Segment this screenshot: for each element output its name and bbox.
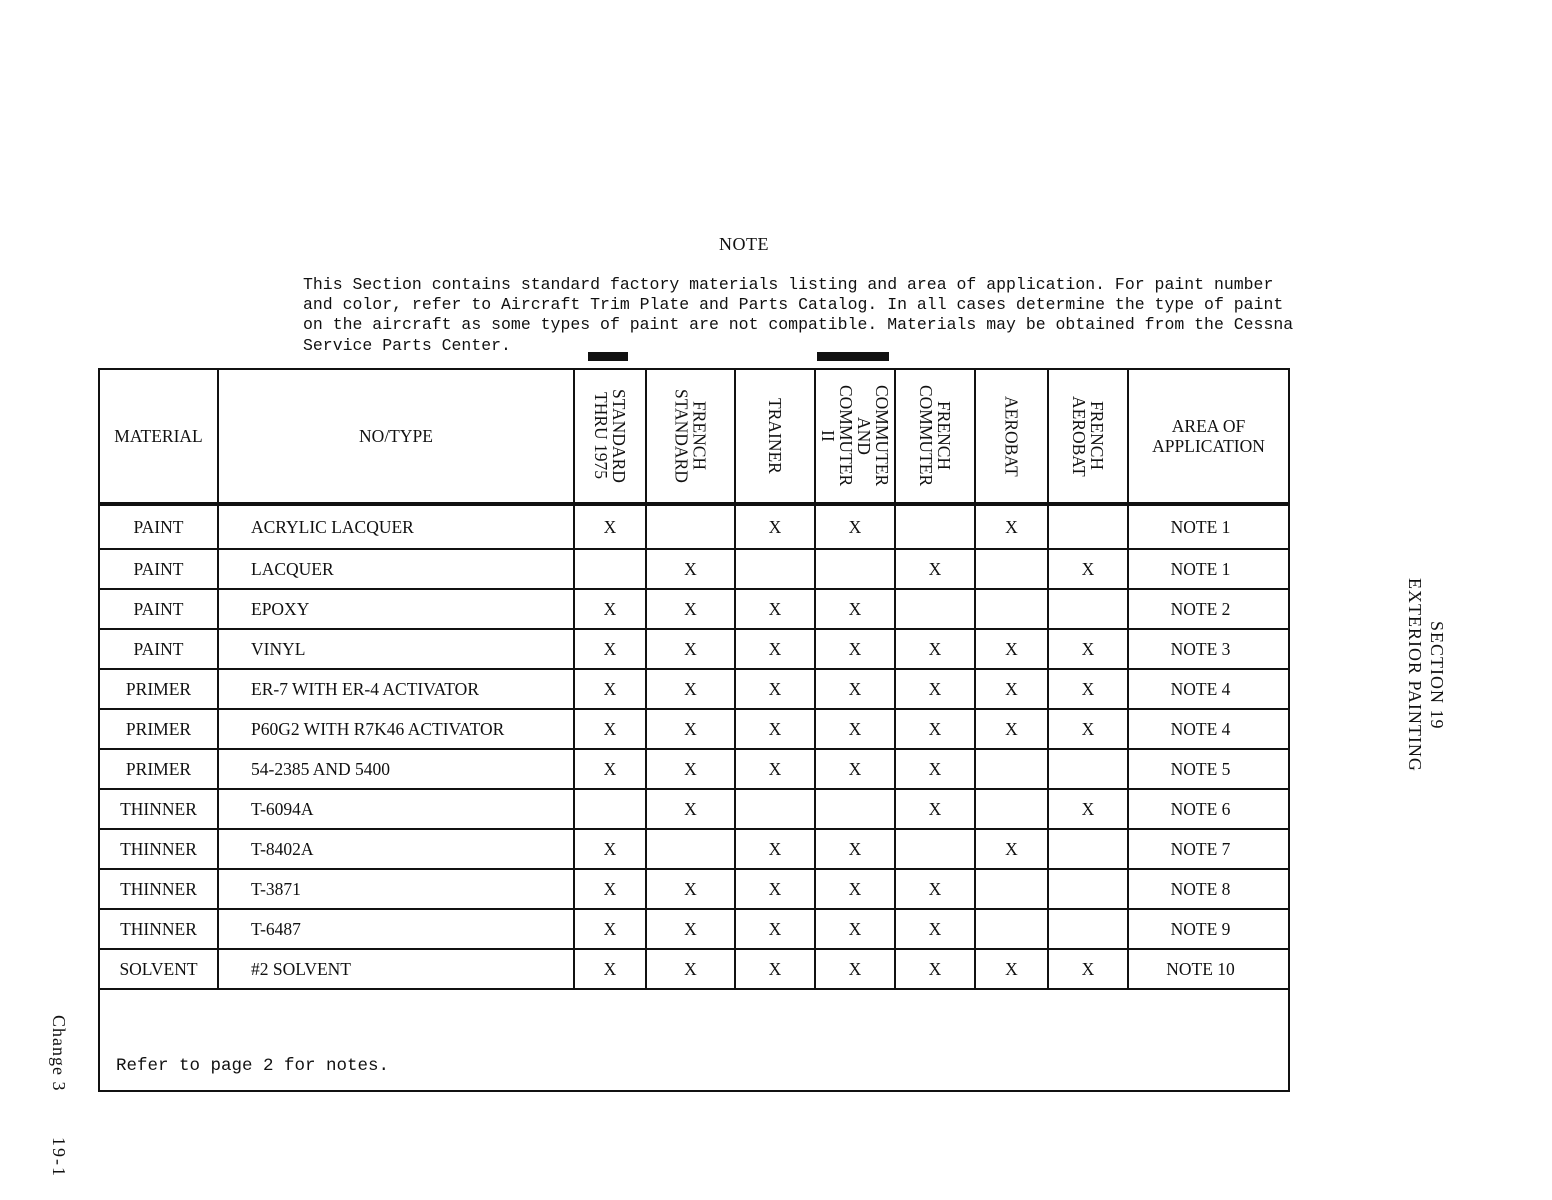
note-line: on the aircraft as some types of paint are not compatible. Materials may be obtained from the Cessna xyxy=(303,315,1294,335)
mark-cell: X xyxy=(815,749,895,789)
mark-cell: X xyxy=(735,504,815,549)
mark-cell: X xyxy=(815,504,895,549)
note-cell: NOTE 3 xyxy=(1128,629,1289,669)
mark-cell xyxy=(735,549,815,589)
mark-cell xyxy=(1048,909,1128,949)
mark-cell: X xyxy=(646,709,735,749)
mark-cell: X xyxy=(735,669,815,709)
mark-cell: X xyxy=(815,669,895,709)
mark-cell: X xyxy=(646,589,735,629)
mark-cell: X xyxy=(735,869,815,909)
mark-cell: X xyxy=(815,869,895,909)
table-row xyxy=(99,709,1289,749)
mark-cell xyxy=(735,789,815,829)
table-row xyxy=(99,629,1289,669)
mark-cell: X xyxy=(975,949,1048,989)
table-row xyxy=(99,749,1289,789)
note-cell: NOTE 6 xyxy=(1128,789,1289,829)
mark-cell: X xyxy=(895,549,975,589)
material-cell: PAINT xyxy=(99,629,218,669)
mark-cell: X xyxy=(895,789,975,829)
mark-cell: X xyxy=(646,629,735,669)
mark-cell: X xyxy=(735,589,815,629)
material-cell: SOLVENT xyxy=(99,949,218,989)
mark-cell: X xyxy=(574,829,646,869)
header-model: FRENCH AEROBAT xyxy=(1048,369,1128,504)
note-cell: NOTE 4 xyxy=(1128,709,1289,749)
header-area: AREA OF APPLICATION xyxy=(1128,369,1289,504)
note-body xyxy=(303,275,1294,356)
mark-cell: X xyxy=(1048,549,1128,589)
mark-cell xyxy=(574,549,646,589)
note-cell: NOTE 7 xyxy=(1128,829,1289,869)
mark-cell xyxy=(975,869,1048,909)
mark-cell: X xyxy=(574,909,646,949)
mark-cell xyxy=(975,749,1048,789)
header-model: COMMUTER AND COMMUTER II xyxy=(815,369,895,504)
note-line: This Section contains standard factory materials listing and area of application. For paint number xyxy=(303,275,1274,294)
table-row xyxy=(99,549,1289,589)
mark-cell: X xyxy=(735,949,815,989)
type-cell: T-3871 xyxy=(218,869,574,909)
mark-cell xyxy=(1048,589,1128,629)
table-row xyxy=(99,669,1289,709)
mark-cell xyxy=(975,589,1048,629)
note-cell: NOTE 5 xyxy=(1128,749,1289,789)
material-cell: PRIMER xyxy=(99,669,218,709)
mark-cell: X xyxy=(574,504,646,549)
table-row xyxy=(99,589,1289,629)
mark-cell: X xyxy=(735,909,815,949)
note-line: and color, refer to Aircraft Trim Plate and Parts Catalog. In all cases determine the type of paint xyxy=(303,295,1284,315)
mark-cell: X xyxy=(646,789,735,829)
mark-cell: X xyxy=(895,709,975,749)
mark-cell: X xyxy=(975,629,1048,669)
table-row xyxy=(99,949,1289,989)
mark-cell: X xyxy=(574,669,646,709)
note-cell: NOTE 1 xyxy=(1128,504,1289,549)
mark-cell: X xyxy=(646,909,735,949)
mark-cell: X xyxy=(815,829,895,869)
mark-cell xyxy=(975,909,1048,949)
type-cell: VINYL xyxy=(218,629,574,669)
table-header-row xyxy=(99,369,1289,504)
type-cell: LACQUER xyxy=(218,549,574,589)
mark-cell: X xyxy=(646,949,735,989)
mark-cell: X xyxy=(815,909,895,949)
header-model: AEROBAT xyxy=(975,369,1048,504)
type-cell: P60G2 WITH R7K46 ACTIVATOR xyxy=(218,709,574,749)
table-row xyxy=(99,869,1289,909)
mark-cell xyxy=(574,789,646,829)
mark-cell: X xyxy=(574,629,646,669)
footer-note: Refer to page 2 for notes. xyxy=(99,989,1289,1091)
material-cell: PAINT xyxy=(99,549,218,589)
material-cell: THINNER xyxy=(99,789,218,829)
material-cell: PAINT xyxy=(99,589,218,629)
mark-cell xyxy=(1048,869,1128,909)
type-cell: EPOXY xyxy=(218,589,574,629)
type-cell: T-6094A xyxy=(218,789,574,829)
mark-cell: X xyxy=(815,949,895,989)
mark-cell: X xyxy=(975,709,1048,749)
mark-cell xyxy=(895,829,975,869)
type-cell: 54-2385 AND 5400 xyxy=(218,749,574,789)
mark-cell: X xyxy=(895,949,975,989)
mark-cell: X xyxy=(975,829,1048,869)
header-model: TRAINER xyxy=(735,369,815,504)
material-cell: THINNER xyxy=(99,829,218,869)
mark-cell: X xyxy=(895,869,975,909)
mark-cell: X xyxy=(895,669,975,709)
mark-cell xyxy=(975,789,1048,829)
material-cell: PRIMER xyxy=(99,709,218,749)
mark-cell: X xyxy=(646,669,735,709)
mark-cell: X xyxy=(1048,669,1128,709)
mark-cell: X xyxy=(646,749,735,789)
note-line: Service Parts Center. xyxy=(303,335,511,355)
mark-cell xyxy=(1048,504,1128,549)
table-row xyxy=(99,504,1289,549)
type-cell: #2 SOLVENT xyxy=(218,949,574,989)
mark-cell: X xyxy=(1048,709,1128,749)
material-cell: PAINT xyxy=(99,504,218,549)
change-bar xyxy=(588,352,628,361)
type-cell: ER-7 WITH ER-4 ACTIVATOR xyxy=(218,669,574,709)
table-row xyxy=(99,909,1289,949)
change-bar xyxy=(817,352,889,361)
material-cell: THINNER xyxy=(99,909,218,949)
table-footer-row xyxy=(99,989,1289,1091)
mark-cell: X xyxy=(735,749,815,789)
mark-cell xyxy=(1048,749,1128,789)
header-model: FRENCH COMMUTER xyxy=(895,369,975,504)
mark-cell xyxy=(975,549,1048,589)
mark-cell: X xyxy=(815,589,895,629)
section-label: SECTION 19 EXTERIOR PAINTING xyxy=(1405,578,1447,772)
mark-cell xyxy=(815,789,895,829)
type-cell: T-6487 xyxy=(218,909,574,949)
mark-cell: X xyxy=(574,869,646,909)
mark-cell: X xyxy=(815,709,895,749)
mark-cell: X xyxy=(815,629,895,669)
mark-cell xyxy=(646,829,735,869)
mark-cell: X xyxy=(895,629,975,669)
mark-cell xyxy=(895,504,975,549)
header-no-type: NO/TYPE xyxy=(218,369,574,504)
header-material: MATERIAL xyxy=(99,369,218,504)
mark-cell xyxy=(895,589,975,629)
mark-cell: X xyxy=(574,749,646,789)
material-cell: THINNER xyxy=(99,869,218,909)
mark-cell: X xyxy=(574,949,646,989)
type-cell: T-8402A xyxy=(218,829,574,869)
material-cell: PRIMER xyxy=(99,749,218,789)
note-cell: NOTE 2 xyxy=(1128,589,1289,629)
mark-cell: X xyxy=(895,749,975,789)
change-label: Change 3 xyxy=(49,1015,69,1092)
mark-cell: X xyxy=(574,589,646,629)
table-row xyxy=(99,789,1289,829)
note-cell: NOTE 4 xyxy=(1128,669,1289,709)
header-model: STANDARD THRU 1975 xyxy=(574,369,646,504)
mark-cell: X xyxy=(1048,949,1128,989)
note-title: NOTE xyxy=(719,234,769,254)
header-model: FRENCH STANDARD xyxy=(646,369,735,504)
note-cell: NOTE 8 xyxy=(1128,869,1289,909)
mark-cell: X xyxy=(735,829,815,869)
mark-cell: X xyxy=(1048,789,1128,829)
mark-cell: X xyxy=(1048,629,1128,669)
note-cell: NOTE 10 xyxy=(1128,949,1289,989)
mark-cell: X xyxy=(975,504,1048,549)
page-number: 19-1 xyxy=(49,1137,69,1178)
mark-cell: X xyxy=(735,629,815,669)
mark-cell xyxy=(646,504,735,549)
note-cell: NOTE 1 xyxy=(1128,549,1289,589)
mark-cell: X xyxy=(735,709,815,749)
mark-cell: X xyxy=(895,909,975,949)
mark-cell: X xyxy=(574,709,646,749)
mark-cell: X xyxy=(646,869,735,909)
table-row xyxy=(99,829,1289,869)
mark-cell xyxy=(1048,829,1128,869)
note-cell: NOTE 9 xyxy=(1128,909,1289,949)
mark-cell: X xyxy=(646,549,735,589)
mark-cell xyxy=(815,549,895,589)
type-cell: ACRYLIC LACQUER xyxy=(218,504,574,549)
materials-table xyxy=(98,368,1290,1092)
mark-cell: X xyxy=(975,669,1048,709)
